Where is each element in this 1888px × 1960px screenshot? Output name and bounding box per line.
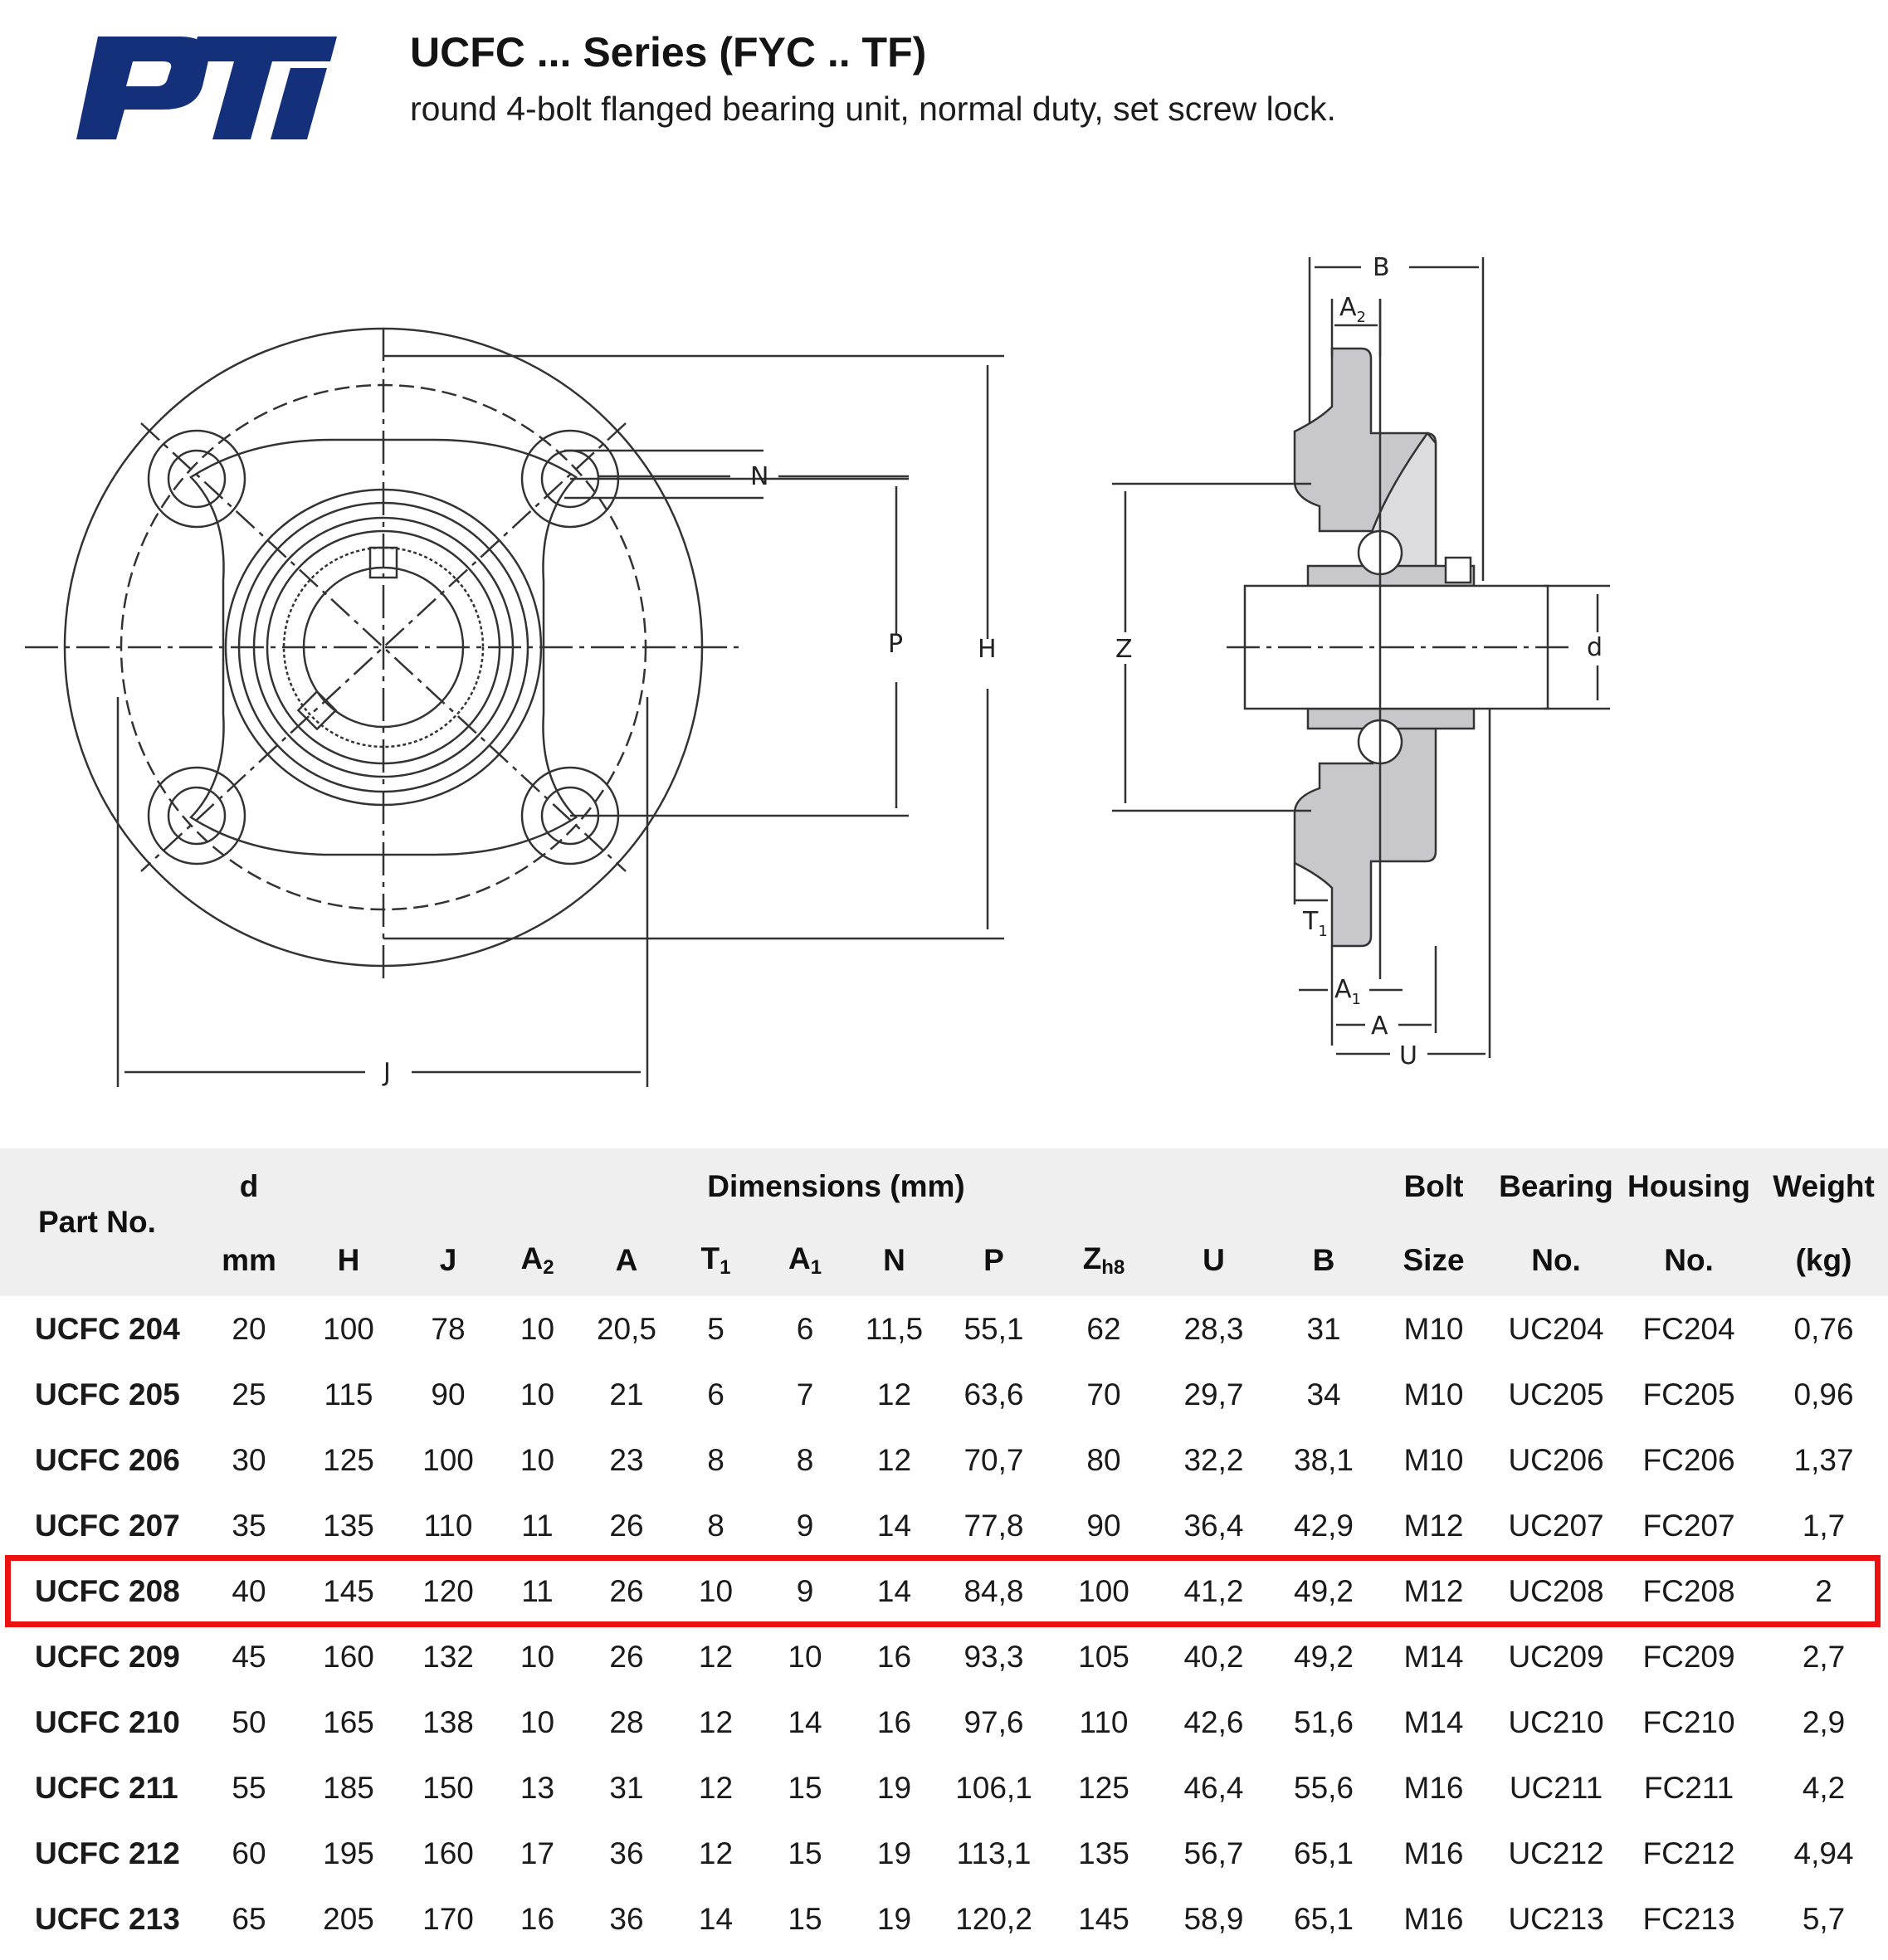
- table-row: [0, 1755, 1888, 1821]
- part-number-cell: UCFC 206: [35, 1442, 180, 1477]
- table-cell: 15: [788, 1770, 822, 1805]
- table-cell: 80: [1086, 1442, 1121, 1477]
- label-p: P: [888, 630, 904, 659]
- table-cell: M14: [1403, 1639, 1464, 1674]
- part-number-cell: UCFC 208: [35, 1573, 180, 1608]
- page-title: UCFC ... Series (FYC .. TF): [410, 29, 927, 76]
- table-cell: 38,1: [1294, 1442, 1354, 1477]
- label-a2: $A_2$: [1339, 293, 1366, 326]
- table-cell: 26: [609, 1508, 644, 1543]
- table-cell: 120: [422, 1573, 474, 1608]
- table-cell: 40,2: [1183, 1639, 1244, 1674]
- table-cell: 26: [609, 1639, 644, 1674]
- table-cell: M16: [1403, 1836, 1464, 1870]
- table-cell: 170: [422, 1901, 474, 1936]
- table-cell: UC212: [1508, 1836, 1604, 1870]
- table-cell: 12: [876, 1377, 912, 1411]
- table-cell: 1,7: [1802, 1508, 1846, 1543]
- label-a: A: [1371, 1012, 1388, 1041]
- part-number-cell: UCFC 210: [35, 1704, 180, 1739]
- header-bolt: Bolt: [1373, 1148, 1494, 1225]
- table-cell: M10: [1403, 1442, 1464, 1477]
- table-cell: 17: [520, 1836, 555, 1870]
- header-housing: Housing: [1618, 1148, 1759, 1225]
- table-cell: 12: [698, 1836, 734, 1870]
- table-cell: UC208: [1508, 1573, 1604, 1608]
- table-cell: 160: [422, 1836, 474, 1870]
- table-cell: 15: [788, 1836, 822, 1870]
- table-cell: 100: [1078, 1573, 1129, 1608]
- table-cell: FC208: [1642, 1573, 1735, 1608]
- table-cell: FC212: [1642, 1836, 1735, 1870]
- table-cell: 145: [323, 1573, 374, 1608]
- table-cell: 13: [520, 1770, 555, 1805]
- label-d: d: [1587, 633, 1603, 662]
- table-cell: 45: [232, 1639, 266, 1674]
- table-cell: FC213: [1642, 1901, 1735, 1936]
- table-cell: 36: [609, 1836, 644, 1870]
- table-cell: 12: [698, 1639, 734, 1674]
- front-view: [25, 328, 1004, 1087]
- table-row: [0, 1362, 1888, 1427]
- table-cell: 36,4: [1183, 1508, 1244, 1543]
- table-cell: 70,7: [964, 1442, 1024, 1477]
- side-view: [1112, 257, 1610, 1058]
- table-cell: 5: [707, 1311, 724, 1346]
- header-weight: Weight: [1759, 1148, 1888, 1225]
- table-cell: M10: [1403, 1311, 1464, 1346]
- table-cell: 36: [609, 1901, 644, 1936]
- table-cell: 55: [232, 1770, 266, 1805]
- table-cell: 125: [323, 1442, 374, 1477]
- table-cell: 28,3: [1183, 1311, 1244, 1346]
- table-cell: 42,6: [1183, 1704, 1244, 1739]
- table-cell: 14: [876, 1508, 912, 1543]
- table-cell: 60: [232, 1836, 266, 1870]
- table-cell: M12: [1403, 1508, 1464, 1543]
- table-cell: 11: [521, 1573, 554, 1608]
- table-cell: 65,1: [1294, 1901, 1354, 1936]
- table-cell: 35: [232, 1508, 266, 1543]
- table-cell: 31: [1306, 1311, 1341, 1346]
- part-number-cell: UCFC 209: [35, 1639, 180, 1674]
- table-cell: 9: [796, 1573, 814, 1608]
- table-cell: 70: [1086, 1377, 1121, 1411]
- header-bearing-no: No.: [1494, 1225, 1618, 1296]
- table-cell: 2: [1815, 1573, 1832, 1608]
- table-cell: 165: [323, 1704, 374, 1739]
- table-cell: 31: [609, 1770, 644, 1805]
- label-b: B: [1373, 253, 1390, 282]
- table-row: [0, 1493, 1888, 1558]
- table-cell: 106,1: [955, 1770, 1032, 1805]
- table-row: [0, 1886, 1888, 1952]
- label-a1: $A_1$: [1334, 975, 1361, 1008]
- table-cell: 115: [324, 1377, 373, 1411]
- table-cell: 8: [796, 1442, 814, 1477]
- header-housing-no: No.: [1618, 1225, 1759, 1296]
- table-cell: UC210: [1508, 1704, 1604, 1739]
- table-cell: 49,2: [1294, 1639, 1354, 1674]
- table-cell: 9: [796, 1508, 814, 1543]
- part-number-cell: UCFC 204: [35, 1311, 180, 1346]
- table-cell: 135: [1078, 1836, 1129, 1870]
- table-cell: FC204: [1642, 1311, 1735, 1346]
- table-cell: 50: [232, 1704, 266, 1739]
- header-size: Size: [1373, 1225, 1494, 1296]
- table-cell: 110: [423, 1508, 473, 1543]
- table-cell: 34: [1306, 1377, 1341, 1411]
- table-cell: 14: [788, 1704, 822, 1739]
- table-row: [0, 1821, 1888, 1886]
- table-cell: UC206: [1508, 1442, 1604, 1477]
- table-cell: 132: [422, 1639, 474, 1674]
- table-cell: 55,1: [964, 1311, 1024, 1346]
- table-cell: 6: [707, 1377, 724, 1411]
- table-cell: 56,7: [1183, 1836, 1244, 1870]
- header-b: B: [1274, 1225, 1373, 1296]
- specification-table: [0, 1148, 1888, 1952]
- table-cell: 29,7: [1183, 1377, 1244, 1411]
- table-cell: 11,5: [865, 1311, 924, 1346]
- table-cell: 4,2: [1802, 1770, 1846, 1805]
- table-cell: 21: [609, 1377, 644, 1411]
- table-cell: 14: [698, 1901, 734, 1936]
- table-cell: 78: [431, 1311, 466, 1346]
- table-cell: 65,1: [1294, 1836, 1354, 1870]
- header-p: P: [934, 1225, 1054, 1296]
- table-cell: 2,7: [1802, 1639, 1846, 1674]
- table-cell: 14: [876, 1573, 912, 1608]
- table-cell: 16: [876, 1639, 912, 1674]
- table-cell: 160: [323, 1639, 374, 1674]
- table-cell: FC207: [1642, 1508, 1735, 1543]
- table-cell: 10: [520, 1704, 555, 1739]
- table-cell: 2,9: [1802, 1704, 1846, 1739]
- table-cell: UC205: [1508, 1377, 1604, 1411]
- table-row: [0, 1624, 1888, 1689]
- part-number-cell: UCFC 212: [35, 1836, 180, 1870]
- table-cell: UC209: [1508, 1639, 1604, 1674]
- table-cell: 120,2: [955, 1901, 1032, 1936]
- table-cell: 145: [1078, 1901, 1129, 1936]
- table-cell: 10: [698, 1573, 734, 1608]
- table-cell: 11: [521, 1508, 554, 1543]
- header-n: N: [855, 1225, 934, 1296]
- table-cell: 32,2: [1183, 1442, 1244, 1477]
- table-cell: 0,76: [1793, 1311, 1854, 1346]
- header-a1: $A_1$: [755, 1225, 855, 1296]
- header-bearing: Bearing: [1494, 1148, 1618, 1225]
- table-cell: 77,8: [964, 1508, 1024, 1543]
- label-z: Z: [1115, 635, 1133, 664]
- table-cell: M10: [1403, 1377, 1464, 1411]
- part-number-cell: UCFC 213: [35, 1901, 180, 1936]
- table-cell: 113,1: [956, 1836, 1032, 1870]
- table-cell: 8: [707, 1442, 724, 1477]
- table-cell: 30: [232, 1442, 266, 1477]
- table-cell: 185: [323, 1770, 374, 1805]
- table-cell: 0,96: [1793, 1377, 1854, 1411]
- label-n: N: [750, 462, 769, 491]
- header-d: d: [199, 1148, 299, 1225]
- table-cell: 6: [796, 1311, 814, 1346]
- header-a2: $A_2$: [498, 1225, 577, 1296]
- table-cell: 90: [1086, 1508, 1121, 1543]
- header-mm: mm: [199, 1225, 299, 1296]
- table-cell: 65: [232, 1901, 266, 1936]
- table-cell: M12: [1403, 1573, 1464, 1608]
- table-cell: M16: [1403, 1901, 1464, 1936]
- table-cell: 10: [520, 1442, 555, 1477]
- table-cell: 125: [1078, 1770, 1129, 1805]
- table-cell: 19: [876, 1770, 912, 1805]
- table-cell: 1,37: [1793, 1442, 1854, 1477]
- table-cell: 49,2: [1294, 1573, 1354, 1608]
- header-part-no: Part No.: [0, 1148, 199, 1296]
- label-j: J: [383, 1058, 391, 1087]
- table-cell: 25: [232, 1377, 266, 1411]
- table-cell: 15: [788, 1901, 822, 1936]
- table-cell: 16: [520, 1901, 555, 1936]
- table-row: [0, 1689, 1888, 1755]
- pti-logo: [73, 32, 339, 144]
- table-cell: 40: [232, 1573, 266, 1608]
- table-cell: 150: [422, 1770, 474, 1805]
- table-cell: 97,6: [964, 1704, 1024, 1739]
- label-u: U: [1399, 1041, 1417, 1070]
- table-cell: 16: [876, 1704, 912, 1739]
- table-cell: 41,2: [1183, 1573, 1244, 1608]
- table-cell: 12: [876, 1442, 912, 1477]
- table-cell: 10: [520, 1377, 555, 1411]
- table-cell: 100: [323, 1311, 374, 1346]
- table-row: [0, 1427, 1888, 1493]
- table-cell: 10: [788, 1639, 822, 1674]
- header-a: A: [577, 1225, 676, 1296]
- table-cell: 63,6: [964, 1377, 1024, 1411]
- table-cell: 5,7: [1802, 1901, 1846, 1936]
- table-cell: 10: [520, 1639, 555, 1674]
- header-z: $Z_{h8}$: [1054, 1225, 1154, 1296]
- table-cell: 8: [707, 1508, 724, 1543]
- technical-drawing: [0, 232, 1888, 1104]
- table-cell: 135: [323, 1508, 374, 1543]
- table-cell: FC211: [1643, 1770, 1734, 1805]
- table-cell: UC207: [1508, 1508, 1604, 1543]
- header-h: H: [299, 1225, 398, 1296]
- table-cell: M14: [1403, 1704, 1464, 1739]
- table-cell: 28: [609, 1704, 644, 1739]
- table-cell: 58,9: [1183, 1901, 1244, 1936]
- table-cell: 62: [1086, 1311, 1121, 1346]
- table-row: [0, 1296, 1888, 1362]
- table-cell: 26: [609, 1573, 644, 1608]
- table-cell: UC204: [1508, 1311, 1604, 1346]
- table-cell: UC213: [1508, 1901, 1604, 1936]
- table-cell: 10: [520, 1311, 555, 1346]
- label-t1: $T_1$: [1303, 907, 1328, 940]
- part-number-cell: UCFC 207: [35, 1508, 180, 1543]
- table-cell: FC205: [1642, 1377, 1735, 1411]
- table-cell: 19: [876, 1901, 912, 1936]
- table-cell: FC210: [1642, 1704, 1735, 1739]
- table-cell: 90: [431, 1377, 466, 1411]
- table-cell: 19: [876, 1836, 912, 1870]
- header-kg: (kg): [1759, 1225, 1888, 1296]
- table-cell: 42,9: [1294, 1508, 1354, 1543]
- table-cell: 51,6: [1294, 1704, 1354, 1739]
- table-cell: 12: [698, 1770, 734, 1805]
- table-cell: 100: [422, 1442, 474, 1477]
- table-cell: 12: [698, 1704, 734, 1739]
- header-j: J: [398, 1225, 498, 1296]
- table-cell: 55,6: [1294, 1770, 1354, 1805]
- table-cell: 4,94: [1793, 1836, 1854, 1870]
- page-subtitle: round 4-bolt flanged bearing unit, normal duty, set screw lock.: [410, 90, 1336, 128]
- table-cell: 205: [323, 1901, 374, 1936]
- table-cell: 23: [609, 1442, 644, 1477]
- table-body: [0, 1296, 1888, 1952]
- part-number-cell: UCFC 211: [35, 1770, 178, 1805]
- table-cell: 7: [796, 1377, 814, 1411]
- header-u: U: [1154, 1225, 1274, 1296]
- label-h: H: [978, 635, 997, 664]
- table-cell: 195: [323, 1836, 374, 1870]
- table-cell: 105: [1078, 1639, 1129, 1674]
- table-cell: FC206: [1642, 1442, 1735, 1477]
- table-cell: 84,8: [964, 1573, 1024, 1608]
- table-cell: 20: [232, 1311, 266, 1346]
- header-t1: $T_1$: [676, 1225, 755, 1296]
- table-cell: 110: [1079, 1704, 1129, 1739]
- table-cell: 20,5: [596, 1311, 656, 1346]
- table-cell: 46,4: [1183, 1770, 1244, 1805]
- part-number-cell: UCFC 205: [35, 1377, 180, 1411]
- header-dimensions: Dimensions (mm): [299, 1148, 1373, 1225]
- table-cell: FC209: [1642, 1639, 1735, 1674]
- table-cell: UC211: [1509, 1770, 1603, 1805]
- table-cell: 138: [422, 1704, 474, 1739]
- table-row: [0, 1558, 1888, 1624]
- table-cell: 93,3: [964, 1639, 1024, 1674]
- table-cell: M16: [1403, 1770, 1464, 1805]
